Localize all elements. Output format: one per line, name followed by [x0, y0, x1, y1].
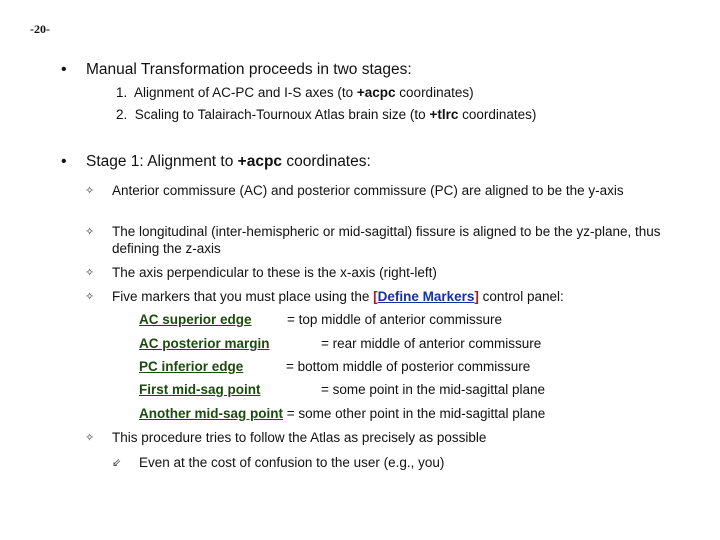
- text-post: control panel:: [478, 289, 564, 304]
- marker-desc: = top middle of anterior commissure: [287, 312, 502, 327]
- heading-pre: Stage 1: Alignment to: [86, 153, 238, 170]
- list-text-pre: Scaling to Talairach-Tournoux Atlas brain size (to: [134, 107, 430, 122]
- marker-name: AC posterior margin: [139, 336, 270, 351]
- marker-desc: = some point in the mid-sagittal plane: [321, 382, 546, 397]
- marker-name: First mid-sag point: [139, 382, 261, 397]
- marker-row-4: [139, 382, 545, 397]
- list-number: 2.: [116, 107, 128, 122]
- marker-name: PC inferior edge: [139, 359, 244, 374]
- bracket-close: ]: [474, 289, 479, 304]
- sub-item-text: The longitudinal (inter-hemispheric or mid-sagittal) fissure is aligned to be the yz-plane, thus defining the z-axis: [112, 224, 661, 256]
- diamond-arrow-icon: ✧: [85, 266, 95, 279]
- diamond-arrow-icon: ✧: [85, 184, 95, 197]
- bullet-icon: •: [61, 153, 67, 170]
- list-number: 1.: [116, 85, 128, 100]
- diamond-arrow-icon: ✧: [85, 290, 95, 303]
- diamond-arrow-icon: ✧: [85, 225, 95, 238]
- marker-desc: = some other point in the mid-sagittal plane: [286, 406, 546, 421]
- marker-row-5: [139, 406, 545, 421]
- list-text-post: coordinates): [395, 85, 474, 100]
- marker-desc: = bottom middle of posterior commissure: [286, 359, 531, 374]
- sub-item-text: This procedure tries to follow the Atlas as precisely as possible: [112, 430, 487, 445]
- sub-item-text: Anterior commissure (AC) and posterior commissure (PC) are aligned to be the y-axis: [112, 183, 624, 198]
- sub-item-text: The axis perpendicular to these is the x-axis (right-left): [112, 265, 437, 280]
- heading-bold: +acpc: [237, 153, 283, 170]
- marker-row-3: [139, 359, 530, 374]
- diamond-arrow-icon: ✧: [85, 431, 95, 444]
- define-markers-link[interactable]: Define Markers: [377, 289, 475, 304]
- list-text-pre: Alignment of AC-PC and I-S axes (to: [134, 85, 357, 100]
- sub-item-text: [112, 288, 692, 305]
- stage-list-item-2: [116, 107, 536, 122]
- heading-post: coordinates:: [282, 153, 371, 170]
- note-text: Even at the cost of confusion to the user (e.g., you): [139, 455, 445, 470]
- marker-desc: = rear middle of anterior commissure: [321, 336, 542, 351]
- marker-row-2: [139, 336, 541, 351]
- marker-name: AC superior edge: [139, 312, 252, 327]
- text-pre: Five markers that you must place using the: [112, 289, 374, 304]
- list-text-bold: +tlrc: [429, 107, 459, 122]
- page-number: -20-: [30, 22, 50, 36]
- curved-arrow-icon: ⇙: [112, 456, 122, 469]
- section1-heading: Manual Transformation proceeds in two stages:: [86, 61, 412, 78]
- list-text-bold: +acpc: [356, 85, 396, 100]
- list-text-post: coordinates): [458, 107, 537, 122]
- section2-heading: [86, 153, 371, 171]
- bullet-icon: •: [61, 61, 67, 78]
- marker-name: Another mid-sag point: [139, 406, 283, 421]
- marker-row-1: [139, 312, 502, 327]
- bracket-open: [: [373, 289, 378, 304]
- stage-list-item-1: [116, 85, 474, 100]
